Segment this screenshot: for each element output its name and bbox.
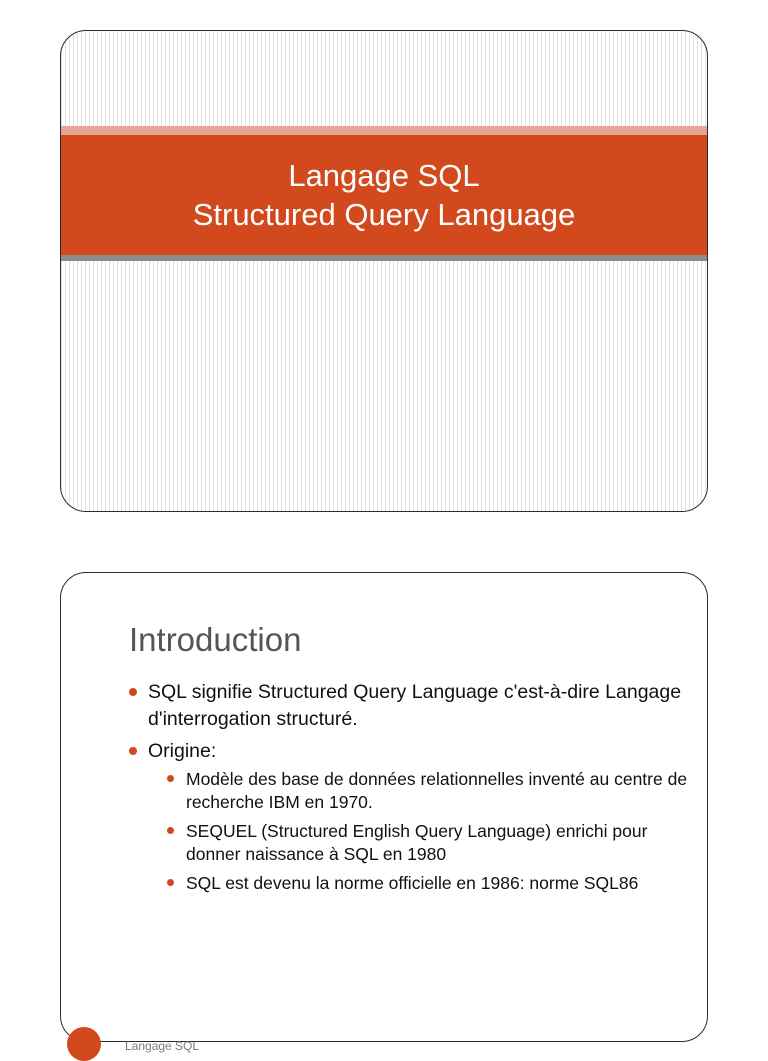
bullet-item — [129, 679, 689, 733]
title-band — [61, 126, 707, 261]
bullet-dot-icon — [129, 688, 137, 696]
bullet-dot-icon — [129, 747, 137, 755]
sub-bullet-item — [167, 768, 689, 814]
bullet-text: SQL signifie Structured Query Language c'est-à-dire Langage d'interrogation structuré. — [148, 681, 682, 730]
bullet-list — [129, 679, 689, 901]
sub-bullet-dot-icon — [167, 775, 174, 782]
slide-title-line-1: Langage SQL — [288, 158, 480, 193]
sub-bullet-list — [167, 768, 689, 895]
sub-bullet-text: SEQUEL (Structured English Query Language) enrichi pour donner naissance à SQL en 1980 — [186, 821, 648, 864]
sub-bullet-text: SQL est devenu la norme officielle en 1986: norme SQL86 — [186, 873, 639, 893]
sub-bullet-dot-icon — [167, 827, 174, 834]
sub-bullet-text: Modèle des base de données relationnelles inventé au centre de recherche IBM en 1970. — [186, 769, 688, 812]
slide-title-line-2: Structured Query Language — [192, 197, 576, 232]
sub-bullet-dot-icon — [167, 879, 174, 886]
title-slide — [60, 30, 708, 512]
introduction-slide — [60, 572, 708, 1053]
sub-bullet-item — [167, 820, 689, 866]
bullet-item — [129, 738, 689, 895]
slide-number-circle — [67, 1027, 101, 1061]
footer-text: Langage SQL — [125, 1039, 200, 1053]
slide-heading: Introduction — [129, 621, 302, 658]
bullet-text: Origine: — [148, 740, 217, 762]
sub-bullet-item — [167, 872, 689, 895]
